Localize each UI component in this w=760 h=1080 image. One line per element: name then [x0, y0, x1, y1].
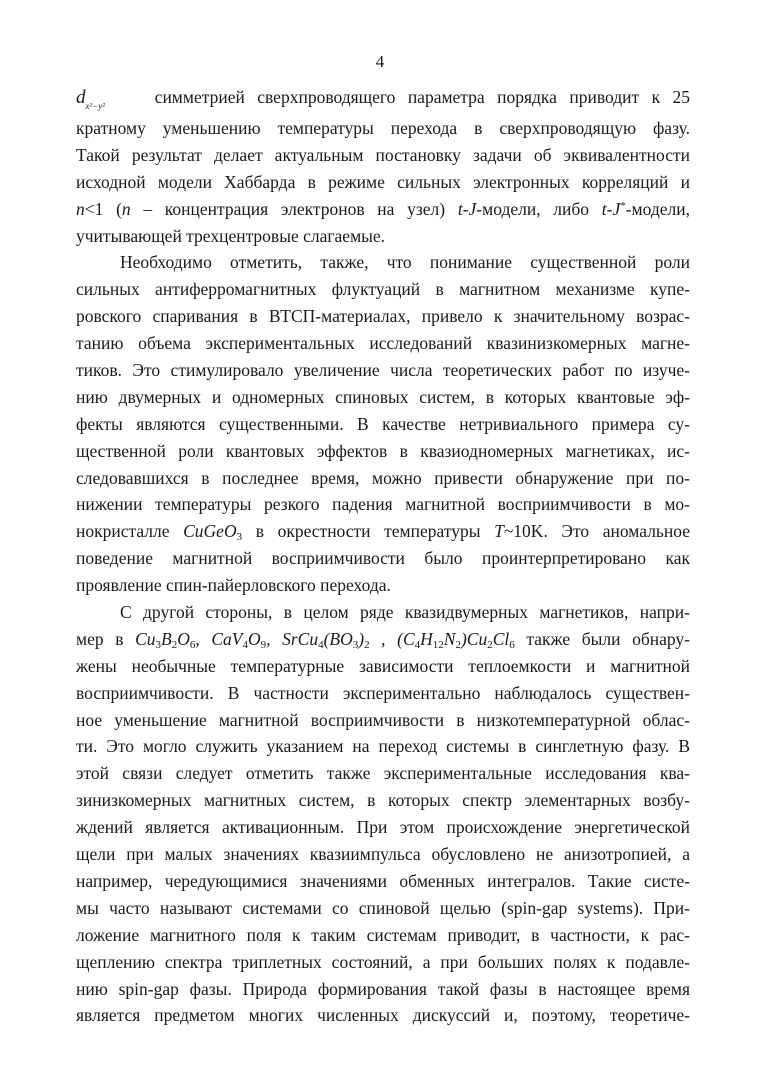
text-line: Такой результат делает актуальным постановку задачи об эквивалентности	[76, 144, 690, 165]
text-line: мер в $Cu_3B_2O_6$, $CaV_4O_9$, $SrCu_4(BO_3)_2$ , $(C_4H_{12}N_2)Cu_2Cl_6$ также были обнару-	[76, 628, 690, 651]
text-line: ложение магнитного поля к таким системам приводит, в частности, к рас-	[76, 924, 690, 945]
text-line: нижении температуры резкого падения магнитной восприимчивости в мо-	[76, 494, 690, 515]
d-symmetry-symbol: $d_{x^2-y^2}$	[76, 87, 105, 111]
text-line: n<1 (n – концентрация электронов на узел) t-J-модели, либо t-J*-модели,	[76, 198, 690, 219]
text-line: кратному уменьшению температуры перехода в сверхпроводящую фазу.	[76, 118, 690, 138]
text-line: следовавшихся в последнее время, можно привести обнаружение при по-	[76, 467, 690, 488]
text-line: жены необычные температурные зависимости теплоемкости и магнитной	[76, 655, 690, 676]
text-line: зинизкомерных магнитных систем, в которых спектр элементарных возбу-	[76, 790, 690, 811]
text-line: нию двумерных и одномерных спиновых систем, в которых квантовые эф-	[76, 386, 690, 407]
text-line: нокристалле CuGeO$_3$ в окрестности температуры T~10K. Это аномальное	[76, 521, 690, 544]
text-line: нию spin-gap фазы. Природа формирования такой фазы в настоящее время	[76, 978, 690, 999]
text-line: Необходимо отметить, также, что понимание существенной роли	[120, 252, 690, 273]
text-line: восприимчивости. В частности экспериментально наблюдалось существен-	[76, 682, 690, 703]
text-line: является предметом многих численных дискуссий и, поэтому, теоретиче-	[76, 1005, 690, 1026]
text-line: щеплению спектра триплетных состояний, а при больших полях к подавле-	[76, 951, 690, 972]
text-line: $d_{x^2-y^2}$ симметрией сверхпроводящего параметра порядка приводит к 25	[76, 87, 690, 111]
text-line: ти. Это могло служить указанием на переход системы в синглетную фазу. В	[76, 736, 690, 757]
text-line: танию объема экспериментальных исследований квазинизкомерных магне-	[76, 333, 690, 354]
text-line: сильных антиферромагнитных флуктуаций в магнитном механизме купе-	[76, 279, 690, 300]
text-line: тиков. Это стимулировало увеличение числа теоретических работ по изуче-	[76, 360, 690, 381]
text-line: мы часто называют системами со спиновой щелью (spin-gap systems). При-	[76, 897, 690, 918]
body-text	[76, 80, 690, 1029]
text-line: щественной роли квантовых эффектов в квазиодномерных магнетиках, ис-	[76, 440, 690, 461]
text-line: проявление спин-пайерловского перехода.	[76, 575, 391, 596]
text-line: щели при малых значениях квазиимпульса обусловлено не анизотропией, а	[76, 844, 690, 865]
text-line: учитывающей трехцентровые слагаемые.	[76, 225, 386, 246]
text-line: исходной модели Хаббарда в режиме сильных электронных корреляций и	[76, 171, 690, 192]
text-line: например, чередующимися значениями обменных интегралов. Такие систе-	[76, 870, 690, 891]
text-line: С другой стороны, в целом ряде квазидвумерных магнетиков, напри-	[120, 602, 690, 623]
text-line: поведение магнитной восприимчивости было проинтерпретировано как	[76, 548, 690, 569]
text-line: ное уменьшение магнитной восприимчивости в низкотемпературной облас-	[76, 709, 690, 730]
text-line: фекты являются существенными. В качестве нетривиального примера су-	[76, 413, 690, 434]
text-line: ждений является активационным. При этом происхождение энергетической	[76, 817, 690, 838]
page-number: 4	[375, 52, 385, 71]
text-line: ровского спаривания в ВТСП-материалах, привело к значительному возрас-	[76, 306, 690, 327]
text-line: этой связи следует отметить также экспериментальные исследования ква-	[76, 763, 690, 784]
